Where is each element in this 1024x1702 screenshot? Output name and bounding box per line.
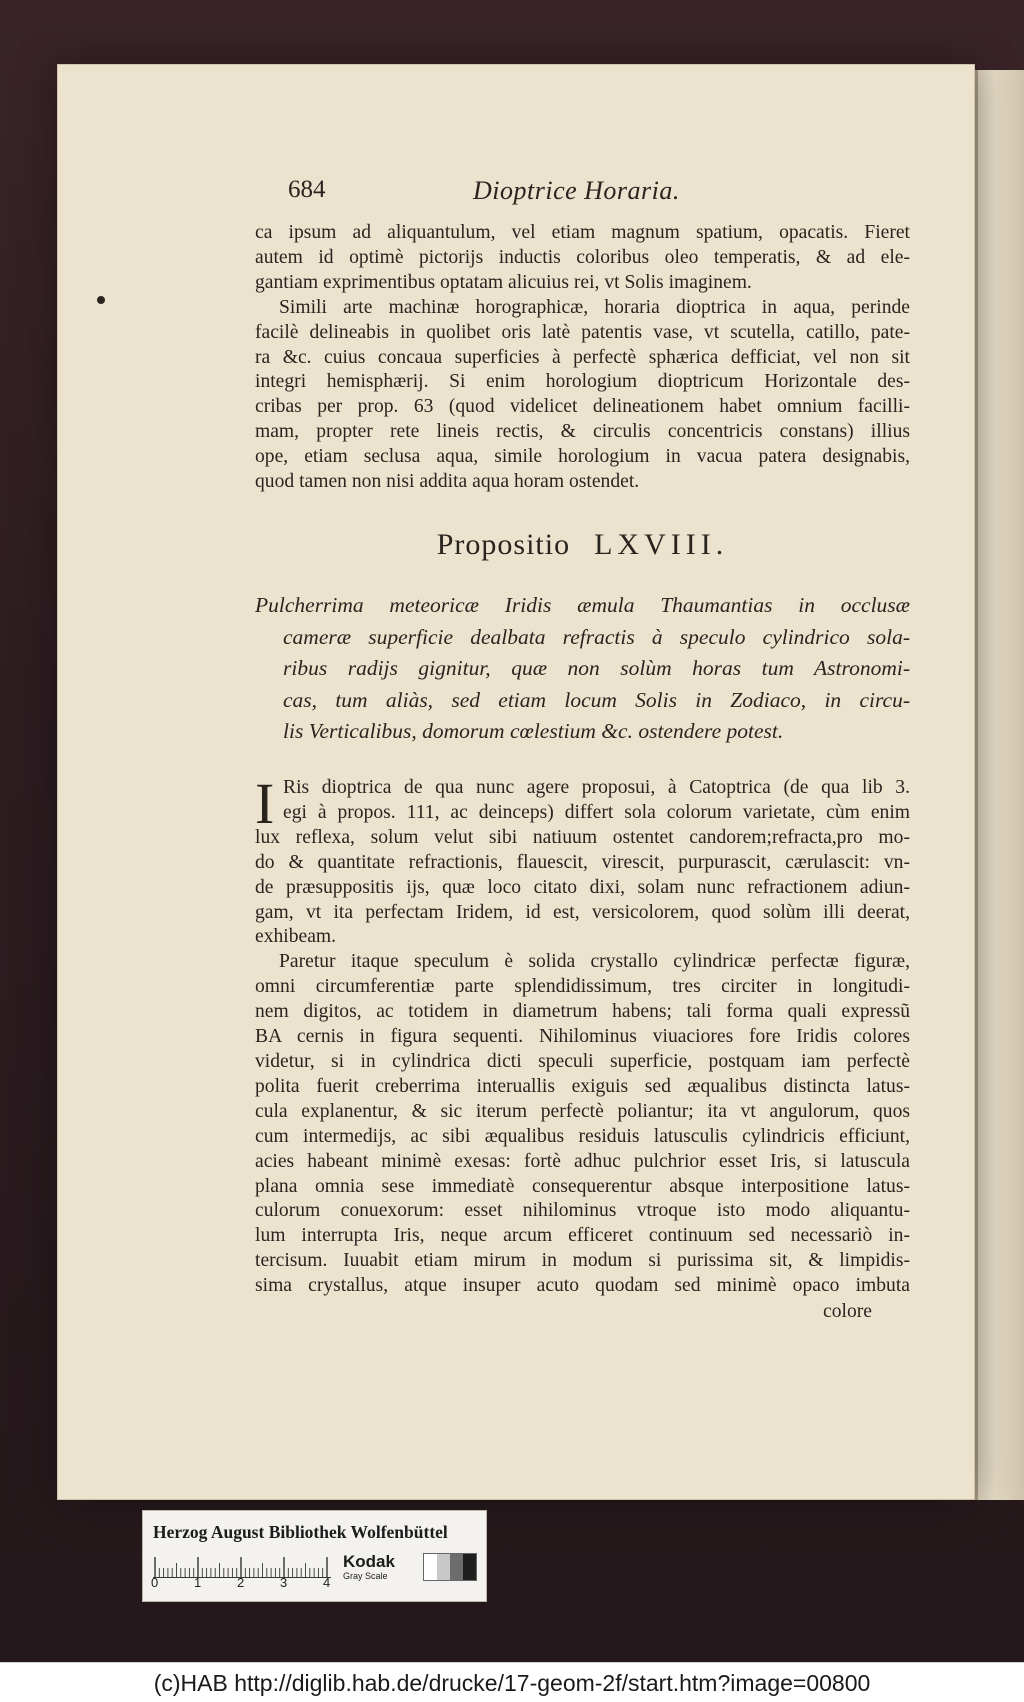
text-line: culorum conuexorum: esset nihilominus vtroque isto modo aliquantu- [255,1200,910,1222]
body-text [255,771,910,1325]
running-head: Dioptrice Horaria. [473,176,680,205]
text-line: sima crystallus, atque insuper acuto quodam sed minimè opaco imbuta [255,1275,910,1297]
text-line: Ris dioptrica de qua nunc agere proposui, à Catoptrica (de qua lib 3. [283,777,910,798]
text-line: cribas per prop. 63 (quod videlicet delineationem habet omnium facilli- [255,396,910,418]
gray-patch [424,1554,437,1580]
text-line: facilè delineabis in quolibet oris latè patentis vase, vt scutella, catillo, pate- [255,321,910,343]
ruler-number: 4 [323,1575,331,1590]
text-line: Paretur itaque speculum è solida crystallo cylindricæ perfectæ figuræ, [279,951,910,973]
proposition-line: cas, tum aliàs, sed etiam locum Solis in Zodiaco, in circu- [283,687,910,712]
text-line: BA cernis in figura sequenti. Nihilominus viuaciores fore Iridis colores [255,1026,910,1048]
text-line: lum interrupta Iris, neque arcum efficeret continuum sed necessariò in- [255,1225,910,1247]
text-line: videtur, si in cylindrica dicti speculi superficie, postquam iam perfectè [255,1050,910,1072]
text-line: polita fuerit creberrima interuallis exiguis sed æqualibus distincta latus- [255,1075,910,1097]
kodak-label [343,1553,395,1581]
proposition-line: ribus radijs gignitur, quæ non solùm horas tum Astronomi- [283,656,910,680]
text-line: omni circumferentiæ parte splendidissimum, tres circiter in longitudi- [255,976,910,998]
ruler-number: 1 [194,1575,202,1590]
kodak-subtitle: Gray Scale [343,1571,388,1581]
text-line: acies habeant minimè exesas: fortè adhuc pulchrior esset Iris, si latuscula [255,1150,910,1172]
text-line: cula explanentur, & sic iterum perfectè poliantur; ita vt angulorum, quos [255,1100,910,1122]
text-line: egi à propos. 111, ac deinceps) differt sola colorum varietate, cùm enim [283,801,910,823]
kodak-brand: Kodak [343,1552,395,1571]
copyright-url: (c)HAB http://diglib.hab.de/drucke/17-geom-2f/start.htm?image=00800 [153,1670,871,1696]
paragraph-continued [255,221,910,495]
gray-patch [450,1554,463,1580]
next-page-edge [975,70,1024,1500]
text-line: ra &c. cuius concaua superficies à perfectè sphærica defficiat, vel non sit [255,346,910,368]
text-line: mam, propter rete lineis rectis, & circulis concentricis constans) illius [255,421,910,443]
catchword: colore [823,1301,872,1323]
proposition-heading [255,528,910,562]
gray-patch [463,1554,476,1580]
text-line: ope, etiam seclusa aqua, simile horologium in vacua patera designabis, [255,446,910,468]
text-line: exhibeam. [255,926,337,948]
ruler-number: 3 [280,1575,288,1590]
color-target-card [142,1510,487,1602]
text-line: Simili arte machinæ horographicæ, horaria dioptrica in aqua, perinde [279,296,910,318]
heading-number: LXVIII. [594,528,729,561]
gray-scale-patches [423,1553,477,1581]
text-line: de præsuppositis ijs, quæ loco citato dixi, solam nunc refractionem adiun- [255,876,910,898]
text-line: gantiam exprimentibus optatam alicuius rei, vt Solis imaginem. [255,271,752,293]
text-line: plana omnia sese immediatè consequerentur absque interpositione latus- [255,1175,910,1197]
proposition-line: Pulcherrima meteoricæ Iridis æmula Thaumantias in occlusæ [255,593,910,617]
gray-patch [437,1554,450,1580]
proposition-statement [255,590,910,748]
page-number: 684 [288,176,326,203]
library-name: Herzog August Bibliothek Wolfenbüttel [153,1522,448,1542]
text-line: do & quantitate refractionis, flauescit, virescit, purpurascit, cærulascit: vn- [255,851,910,873]
copyright-footer [0,1662,1024,1702]
ruler-ticks [153,1553,331,1577]
ruler-number: 0 [151,1575,159,1590]
text-line: nem digitos, ac totidem in diametrum habens; tali forma quali expressũ [255,1001,910,1023]
drop-cap: I [255,771,275,836]
text-line: integri hemisphærij. Si enim horologium dioptricum Horizontale des- [255,371,910,393]
text-line: ca ipsum ad aliquantulum, vel etiam magnum spatium, opacatis. Fieret [255,222,910,243]
page-seam [975,70,978,1500]
text-line: cum intermedijs, ac sibi æqualibus residuis latusculis cylindricis efficiunt, [255,1125,910,1147]
first-paragraph [255,771,910,836]
margin-mark [97,296,105,304]
heading-word: Propositio [436,528,571,561]
page-header [255,176,910,212]
proposition-line: cameræ superficie dealbata refractis à speculo cylindrico sola- [283,624,910,649]
ruler-number: 2 [237,1575,245,1590]
text-line: autem id optimè pictorijs inductis coloribus oleo temperatis, & ad ele- [255,246,910,268]
text-line: tercisum. Iuuabit etiam mirum in modum si purissima sit, & limpidis- [255,1250,910,1272]
proposition-line: lis Verticalibus, domorum cœlestium &c. ostendere potest. [283,719,784,743]
text-line: quod tamen non nisi addita aqua horam ostendet. [255,471,640,493]
text-line: gam, vt ita perfectam Iridem, id est, versicolorem, quod solùm illi deerat, [255,901,910,923]
text-line: lux reflexa, solum velut sibi natiuum ostentet candorem;refracta,pro mo- [255,826,910,848]
